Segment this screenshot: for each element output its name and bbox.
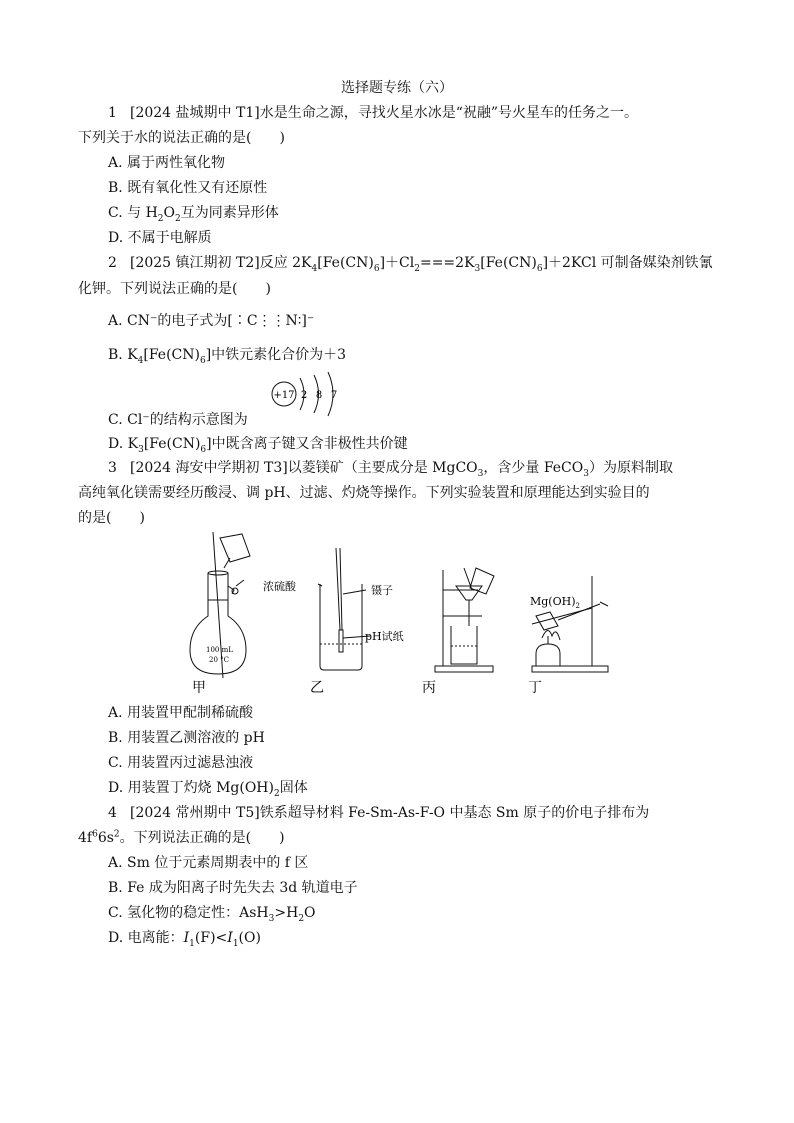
q2-option-d: D. $K_3[Fe(CN)_6]$中既含离子键又含非极性共价键 [108, 436, 408, 455]
label-flask-volume: 100 mL [206, 646, 233, 654]
q4-option-c: C. 氢化物的稳定性：$AsH_3>H_2O$ [108, 905, 316, 924]
q1-option-d: D. 不属于电解质 [108, 230, 212, 246]
label-yi: 乙 [310, 680, 324, 696]
q2-stem-line2: 化钾。下列说法正确的是( ) [78, 281, 271, 297]
label-tweezers: 镊子 [371, 584, 393, 597]
label-jia: 甲 [192, 680, 206, 696]
label-flask-temp: 20 °C [209, 656, 229, 664]
q3-option-a: A. 用装置甲配制稀硫酸 [108, 705, 254, 721]
q1-option-b: B. 既有氧化性又有还原性 [108, 180, 268, 196]
apparatus-yi [318, 548, 370, 670]
q3-stem-line3: 的是( ) [78, 510, 145, 526]
apparatus-ding [532, 576, 608, 672]
shell-1-count: 2 [300, 390, 308, 401]
label-mg-oh2: $Mg(OH)_2$ [530, 595, 580, 610]
q4-option-b: B. Fe 成为阳离子时先失去 3d 轨道电子 [108, 880, 358, 896]
q4-number: 4 [108, 805, 117, 821]
q3-option-c: C. 用装置丙过滤悬浊液 [108, 755, 254, 771]
q4-stem-line1: 4 [2024 常州期中 T5]铁系超导材料 Fe-Sm-As-F-O 中基态 Sm 原子的价电子排布为 [108, 805, 650, 821]
nucleus-charge: +17 [273, 390, 295, 401]
q1-stem-line1: 1 [2024 盐城期中 T1]水是生命之源，寻找火星水冰是“祝融”号火星车的任务之一。 [108, 105, 639, 121]
page-title: 选择题专练（六） [341, 80, 453, 96]
apparatus-figure [180, 528, 620, 698]
label-bing: 丙 [422, 680, 436, 696]
q3-number: 3 [108, 460, 117, 476]
q1-option-c: C. 与 $H_2O_2$互为同素异形体 [108, 205, 279, 224]
q3-stem-line2: 高纯氧化镁需要经历酸浸、调 pH、过滤、灼烧等操作。下列实验装置和原理能达到实验目的 [78, 485, 650, 501]
q1-number: 1 [108, 105, 117, 121]
q2-option-b: B. $K_4[Fe(CN)_6]$中铁元素化合价为＋3 [108, 347, 347, 366]
q4-option-d: D. 电离能：$I_1(F)<I_1(O)$ [108, 930, 261, 949]
q2-stem-line1: 2 [2025 镇江期初 T2]反应 $2K_4[Fe(CN)_6]+Cl_2===2K_3[Fe(CN)_6]+2KCl$ 可制备媒染剂铁氰 [108, 255, 713, 274]
shell-3-count: 7 [330, 390, 338, 401]
apparatus-bing [435, 568, 494, 672]
q1-stem-line2: 下列关于水的说法正确的是( ) [78, 130, 285, 146]
q2-option-c: C. Cl⁻的结构示意图为 [108, 412, 248, 428]
label-ph-paper: pH试纸 [365, 630, 404, 643]
q2-number: 2 [108, 255, 117, 271]
q4-option-a: A. Sm 位于元素周期表中的 f 区 [108, 855, 309, 871]
label-conc-sulfuric-acid: 浓硫酸 [263, 580, 296, 593]
q2-option-a: A. CN⁻的电子式为[∶C⋮⋮N∶]⁻ [108, 313, 315, 329]
q3-stem-line1: 3 [2024 海安中学期初 T3]以菱镁矿（主要成分是 MgCO$_3$，含少量 FeCO$_3$）为原料制取 [108, 460, 673, 479]
label-ding: 丁 [528, 680, 542, 696]
shell-2-count: 8 [315, 390, 323, 401]
q3-option-d: D. 用装置丁灼烧 $Mg(OH)_2$固体 [108, 780, 308, 799]
q4-stem-line2: $4f^66s^2$。下列说法正确的是( ) [78, 829, 285, 846]
q1-option-a: A. 属于两性氧化物 [108, 155, 226, 171]
q3-option-b: B. 用装置乙测溶液的 pH [108, 730, 265, 746]
